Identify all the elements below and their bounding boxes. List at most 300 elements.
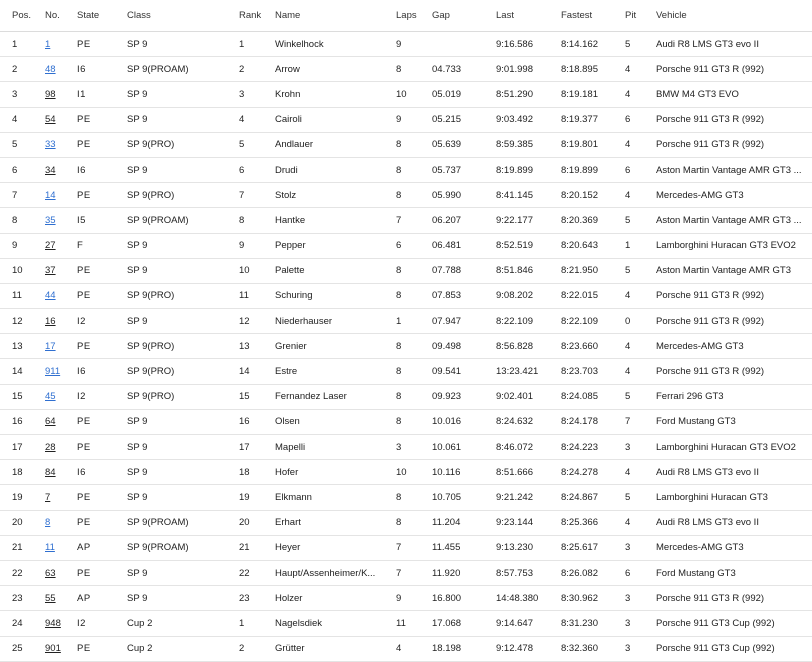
table-row[interactable] <box>0 309 812 334</box>
cell-laps: 8 <box>396 189 402 201</box>
cell-fastest-lap: 8:19.181 <box>561 88 598 100</box>
cell-vehicle <box>656 359 810 383</box>
cell-vehicle <box>656 334 810 358</box>
cell-vehicle <box>656 561 810 585</box>
cell-pos: 11 <box>12 290 22 302</box>
cell-class: SP 9(PRO) <box>127 139 175 151</box>
cell-fastest-lap: 8:31.230 <box>561 617 598 629</box>
cell-gap: 10.016 <box>432 416 462 428</box>
cell-fastest-lap: 8:25.617 <box>561 542 598 554</box>
vehicle-label: Porsche 911 GT3 R (992) <box>656 139 765 151</box>
table-row[interactable] <box>0 208 812 233</box>
cell-vehicle <box>656 234 810 258</box>
cell-last-lap: 8:57.753 <box>496 567 533 579</box>
cell-pos: 25 <box>12 643 23 655</box>
cell-fastest-lap: 8:20.369 <box>561 214 598 226</box>
table-row[interactable] <box>0 108 812 133</box>
cell-gap: 10.116 <box>432 466 461 478</box>
cell-class: SP 9 <box>127 592 148 604</box>
cell-driver-name: Nagelsdiek <box>275 617 322 629</box>
cell-fastest-lap: 8:26.082 <box>561 567 598 579</box>
vehicle-label: BMW M4 GT3 EVO <box>656 88 739 100</box>
cell-last-lap: 8:41.145 <box>496 189 533 201</box>
cell-state: I6 <box>77 164 86 176</box>
vehicle-label: Porsche 911 GT3 R (992) <box>656 366 765 378</box>
cell-driver-name: Winkelhock <box>275 38 324 50</box>
cell-last-lap: 9:16.586 <box>496 38 533 50</box>
cell-pit: 5 <box>625 265 631 277</box>
cell-driver-name: Hofer <box>275 466 299 478</box>
table-header <box>0 0 812 32</box>
cell-last-lap: 9:22.177 <box>496 214 533 226</box>
cell-vehicle <box>656 259 810 283</box>
cell-last-lap: 8:46.072 <box>496 441 533 453</box>
car-number-link[interactable]: 55 <box>45 592 56 604</box>
cell-pit: 1 <box>625 240 631 252</box>
column-header-state[interactable]: State <box>77 10 100 21</box>
table-row[interactable] <box>0 32 812 57</box>
table-row[interactable] <box>0 259 812 284</box>
cell-pos: 4 <box>12 114 18 126</box>
cell-class: SP 9 <box>127 416 148 428</box>
cell-state: AP <box>77 592 91 604</box>
cell-vehicle <box>656 385 810 409</box>
vehicle-label: Mercedes-AMG GT3 <box>656 189 744 201</box>
cell-vehicle <box>656 108 810 132</box>
cell-gap: 07.788 <box>432 265 462 277</box>
table-row[interactable] <box>0 460 812 485</box>
cell-fastest-lap: 8:22.015 <box>561 290 598 302</box>
cell-pit: 5 <box>625 214 631 226</box>
table-row[interactable] <box>0 536 812 561</box>
cell-state: I2 <box>77 391 86 403</box>
cell-class: SP 9(PRO) <box>127 340 175 352</box>
cell-state: I6 <box>77 366 86 378</box>
vehicle-label: Aston Martin Vantage AMR GT3 <box>656 265 791 277</box>
cell-driver-name: Grütter <box>275 643 305 655</box>
cell-rank: 23 <box>239 592 250 604</box>
column-header-class[interactable]: Class <box>127 10 151 21</box>
cell-pit: 4 <box>625 189 631 201</box>
cell-pos: 2 <box>12 63 18 75</box>
car-number-link[interactable]: 48 <box>45 63 56 75</box>
table-row[interactable] <box>0 133 812 158</box>
cell-pos: 20 <box>12 517 23 529</box>
car-number-link[interactable]: 901 <box>45 643 61 655</box>
cell-vehicle <box>656 32 810 56</box>
car-number-link[interactable]: 98 <box>45 88 56 100</box>
cell-laps: 8 <box>396 164 402 176</box>
cell-pit: 4 <box>625 340 631 352</box>
car-number-link[interactable]: 34 <box>45 164 56 176</box>
cell-fastest-lap: 8:24.085 <box>561 391 598 403</box>
column-header-no[interactable]: No. <box>45 10 60 21</box>
cell-fastest-lap: 8:30.962 <box>561 592 598 604</box>
cell-gap: 11.204 <box>432 517 461 529</box>
table-row[interactable] <box>0 485 812 510</box>
cell-car-number <box>45 208 75 232</box>
cell-car-number <box>45 284 75 308</box>
cell-class: SP 9(PROAM) <box>127 517 189 529</box>
cell-last-lap: 9:08.202 <box>496 290 533 302</box>
cell-rank: 1 <box>239 617 245 629</box>
cell-car-number <box>45 359 75 383</box>
cell-driver-name: Holzer <box>275 592 303 604</box>
cell-driver-name: Mapelli <box>275 441 306 453</box>
cell-last-lap: 8:51.290 <box>496 88 533 100</box>
cell-last-lap: 9:14.647 <box>496 617 533 629</box>
cell-gap: 05.019 <box>432 88 462 100</box>
cell-fastest-lap: 8:32.360 <box>561 643 598 655</box>
column-header-name[interactable]: Name <box>275 10 301 21</box>
car-number-link[interactable]: 11 <box>45 542 55 554</box>
table-row[interactable] <box>0 234 812 259</box>
cell-laps: 8 <box>396 491 402 503</box>
car-number-link[interactable]: 54 <box>45 114 56 126</box>
cell-vehicle <box>656 410 810 434</box>
cell-last-lap: 9:13.230 <box>496 542 533 554</box>
cell-state: PE <box>77 139 91 151</box>
vehicle-label: Porsche 911 GT3 R (992) <box>656 63 765 75</box>
cell-vehicle <box>656 284 810 308</box>
cell-car-number <box>45 234 75 258</box>
cell-last-lap: 14:48.380 <box>496 592 539 604</box>
cell-rank: 18 <box>239 466 250 478</box>
cell-laps: 8 <box>396 290 402 302</box>
cell-vehicle <box>656 511 810 535</box>
cell-state: PE <box>77 441 91 453</box>
cell-pit: 3 <box>625 592 631 604</box>
cell-state: PE <box>77 189 91 201</box>
cell-last-lap: 13:23.421 <box>496 366 539 378</box>
cell-pos: 21 <box>12 542 23 554</box>
table-row[interactable] <box>0 561 812 586</box>
cell-driver-name: Andlauer <box>275 139 314 151</box>
cell-pos: 10 <box>12 265 23 277</box>
cell-pit: 5 <box>625 38 631 50</box>
cell-gap: 05.639 <box>432 139 462 151</box>
cell-state: PE <box>77 643 91 655</box>
cell-state: I6 <box>77 63 86 75</box>
cell-car-number <box>45 158 75 182</box>
cell-laps: 8 <box>396 340 402 352</box>
vehicle-label: Mercedes-AMG GT3 <box>656 542 744 554</box>
cell-pit: 4 <box>625 139 631 151</box>
cell-last-lap: 8:52.519 <box>496 240 533 252</box>
table-row[interactable] <box>0 511 812 536</box>
cell-car-number <box>45 108 75 132</box>
cell-last-lap: 9:01.998 <box>496 63 533 75</box>
cell-car-number <box>45 511 75 535</box>
cell-pos: 6 <box>12 164 18 176</box>
cell-car-number <box>45 385 75 409</box>
column-header-pos[interactable]: Pos. <box>12 10 32 21</box>
cell-pit: 4 <box>625 63 631 75</box>
cell-fastest-lap: 8:19.801 <box>561 139 598 151</box>
cell-pit: 3 <box>625 542 631 554</box>
car-number-link[interactable]: 911 <box>45 366 61 378</box>
cell-fastest-lap: 8:19.377 <box>561 114 598 126</box>
car-number-link[interactable]: 8 <box>45 517 51 529</box>
cell-vehicle <box>656 309 810 333</box>
cell-rank: 6 <box>239 164 245 176</box>
cell-gap: 09.541 <box>432 366 462 378</box>
cell-vehicle <box>656 158 810 182</box>
column-header-gap[interactable]: Gap <box>432 10 450 21</box>
cell-rank: 15 <box>239 391 250 403</box>
cell-gap: 05.215 <box>432 114 462 126</box>
cell-last-lap: 8:51.666 <box>496 466 533 478</box>
cell-pos: 18 <box>12 466 23 478</box>
cell-last-lap: 8:19.899 <box>496 164 533 176</box>
cell-state: PE <box>77 114 91 126</box>
cell-rank: 2 <box>239 643 245 655</box>
cell-class: SP 9 <box>127 38 148 50</box>
cell-car-number <box>45 57 75 81</box>
column-header-laps[interactable]: Laps <box>396 10 417 21</box>
car-number-link[interactable]: 63 <box>45 567 56 579</box>
vehicle-label: Lamborghini Huracan GT3 EVO2 <box>656 240 796 252</box>
cell-last-lap: 8:24.632 <box>496 416 533 428</box>
table-row[interactable] <box>0 57 812 82</box>
cell-driver-name: Elkmann <box>275 491 312 503</box>
car-number-link[interactable]: 28 <box>45 441 56 453</box>
cell-rank: 13 <box>239 340 250 352</box>
cell-pos: 16 <box>12 416 23 428</box>
car-number-link[interactable]: 948 <box>45 617 61 629</box>
car-number-link[interactable]: 14 <box>45 189 56 201</box>
table-row[interactable] <box>0 385 812 410</box>
car-number-link[interactable]: 64 <box>45 416 56 428</box>
cell-pos: 5 <box>12 139 18 151</box>
cell-pit: 6 <box>625 164 631 176</box>
cell-rank: 16 <box>239 416 250 428</box>
cell-class: SP 9 <box>127 466 148 478</box>
cell-driver-name: Olsen <box>275 416 300 428</box>
car-number-link[interactable]: 16 <box>45 315 56 327</box>
cell-pos: 3 <box>12 88 18 100</box>
cell-class: SP 9(PROAM) <box>127 214 189 226</box>
car-number-link[interactable]: 33 <box>45 139 56 151</box>
cell-last-lap: 8:56.828 <box>496 340 533 352</box>
cell-car-number <box>45 259 75 283</box>
cell-rank: 2 <box>239 63 245 75</box>
cell-state: I6 <box>77 466 86 478</box>
vehicle-label: Porsche 911 GT3 Cup (992) <box>656 617 775 629</box>
vehicle-label: Porsche 911 GT3 Cup (992) <box>656 643 775 655</box>
cell-pit: 4 <box>625 517 631 529</box>
vehicle-label: Porsche 911 GT3 R (992) <box>656 315 765 327</box>
cell-state: I2 <box>77 617 86 629</box>
table-row[interactable] <box>0 359 812 384</box>
cell-driver-name: Grenier <box>275 340 307 352</box>
car-number-link[interactable]: 45 <box>45 391 56 403</box>
cell-rank: 11 <box>239 290 249 302</box>
table-row[interactable] <box>0 611 812 636</box>
table-row[interactable] <box>0 586 812 611</box>
cell-pit: 6 <box>625 567 631 579</box>
cell-laps: 7 <box>396 542 402 554</box>
cell-car-number <box>45 485 75 509</box>
cell-vehicle <box>656 82 810 106</box>
cell-car-number <box>45 561 75 585</box>
cell-fastest-lap: 8:24.178 <box>561 416 598 428</box>
cell-rank: 17 <box>239 441 250 453</box>
cell-laps: 9 <box>396 38 402 50</box>
cell-class: SP 9(PROAM) <box>127 63 189 75</box>
cell-gap: 05.990 <box>432 189 462 201</box>
cell-car-number <box>45 460 75 484</box>
cell-car-number <box>45 536 75 560</box>
cell-car-number <box>45 435 75 459</box>
column-header-rank[interactable]: Rank <box>239 10 262 21</box>
cell-state: I5 <box>77 214 86 226</box>
cell-last-lap: 9:23.144 <box>496 517 533 529</box>
cell-car-number <box>45 586 75 610</box>
cell-pos: 8 <box>12 214 18 226</box>
cell-driver-name: Heyer <box>275 542 301 554</box>
cell-pit: 5 <box>625 391 631 403</box>
column-header-last[interactable]: Last <box>496 10 514 21</box>
cell-laps: 8 <box>396 265 402 277</box>
cell-driver-name: Arrow <box>275 63 300 75</box>
table-row[interactable] <box>0 637 812 662</box>
cell-fastest-lap: 8:24.278 <box>561 466 598 478</box>
table-row[interactable] <box>0 82 812 107</box>
cell-vehicle <box>656 536 810 560</box>
cell-pos: 19 <box>12 491 23 503</box>
cell-laps: 7 <box>396 214 402 226</box>
vehicle-label: Mercedes-AMG GT3 <box>656 340 744 352</box>
vehicle-label: Lamborghini Huracan GT3 EVO2 <box>656 441 796 453</box>
cell-gap: 06.207 <box>432 214 462 226</box>
cell-laps: 3 <box>396 441 402 453</box>
car-number-link[interactable]: 1 <box>45 38 51 50</box>
cell-pos: 15 <box>12 391 23 403</box>
cell-rank: 22 <box>239 567 250 579</box>
cell-gap: 09.498 <box>432 340 462 352</box>
cell-driver-name: Fernandez Laser <box>275 391 347 403</box>
car-number-link[interactable]: 84 <box>45 466 56 478</box>
cell-laps: 1 <box>396 315 402 327</box>
cell-vehicle <box>656 208 810 232</box>
cell-last-lap: 9:21.242 <box>496 491 533 503</box>
vehicle-label: Audi R8 LMS GT3 evo II <box>656 517 759 529</box>
vehicle-label: Aston Martin Vantage AMR GT3 ... <box>656 164 802 176</box>
cell-laps: 8 <box>396 391 402 403</box>
cell-gap: 16.800 <box>432 592 462 604</box>
cell-pit: 4 <box>625 466 631 478</box>
cell-class: SP 9(PRO) <box>127 391 175 403</box>
cell-driver-name: Pepper <box>275 240 306 252</box>
cell-car-number <box>45 183 75 207</box>
cell-laps: 9 <box>396 592 402 604</box>
cell-rank: 19 <box>239 491 250 503</box>
cell-rank: 12 <box>239 315 250 327</box>
cell-class: Cup 2 <box>127 617 153 629</box>
cell-vehicle <box>656 133 810 157</box>
cell-rank: 10 <box>239 265 250 277</box>
vehicle-label: Porsche 911 GT3 R (992) <box>656 114 765 126</box>
cell-pos: 17 <box>12 441 23 453</box>
cell-pit: 6 <box>625 114 631 126</box>
cell-pit: 5 <box>625 491 631 503</box>
cell-laps: 8 <box>396 366 402 378</box>
cell-driver-name: Niederhauser <box>275 315 333 327</box>
table-row[interactable] <box>0 410 812 435</box>
cell-driver-name: Drudi <box>275 164 298 176</box>
cell-gap: 07.947 <box>432 315 462 327</box>
cell-pos: 1 <box>12 38 18 50</box>
cell-fastest-lap: 8:18.895 <box>561 63 598 75</box>
car-number-link[interactable]: 44 <box>45 290 56 302</box>
car-number-link[interactable]: 35 <box>45 214 56 226</box>
vehicle-label: Ferrari 296 GT3 <box>656 391 724 403</box>
cell-car-number <box>45 82 75 106</box>
cell-fastest-lap: 8:14.162 <box>561 38 598 50</box>
cell-rank: 21 <box>239 542 250 554</box>
table-row[interactable] <box>0 284 812 309</box>
cell-pit: 4 <box>625 366 631 378</box>
cell-state: I2 <box>77 315 86 327</box>
cell-laps: 8 <box>396 517 402 529</box>
cell-driver-name: Haupt/Assenheimer/K... <box>275 567 376 579</box>
car-number-link[interactable]: 17 <box>45 340 56 352</box>
cell-class: SP 9(PRO) <box>127 189 175 201</box>
cell-class: SP 9 <box>127 240 148 252</box>
vehicle-label: Aston Martin Vantage AMR GT3 ... <box>656 214 802 226</box>
cell-car-number <box>45 133 75 157</box>
column-header-pit[interactable]: Pit <box>625 10 637 21</box>
cell-driver-name: Krohn <box>275 88 301 100</box>
cell-last-lap: 9:12.478 <box>496 643 533 655</box>
column-header-fastest[interactable]: Fastest <box>561 10 593 21</box>
cell-pit: 3 <box>625 643 631 655</box>
table-row[interactable] <box>0 158 812 183</box>
cell-pos: 9 <box>12 240 18 252</box>
car-number-link[interactable]: 7 <box>45 491 51 503</box>
cell-laps: 4 <box>396 643 402 655</box>
car-number-link[interactable]: 27 <box>45 240 56 252</box>
cell-gap: 11.920 <box>432 567 461 579</box>
cell-class: SP 9(PROAM) <box>127 542 189 554</box>
car-number-link[interactable]: 37 <box>45 265 56 277</box>
table-row[interactable] <box>0 183 812 208</box>
cell-class: SP 9(PRO) <box>127 290 175 302</box>
cell-rank: 8 <box>239 214 245 226</box>
cell-rank: 5 <box>239 139 245 151</box>
cell-car-number <box>45 309 75 333</box>
cell-class: SP 9 <box>127 114 148 126</box>
cell-fastest-lap: 8:20.643 <box>561 240 598 252</box>
column-header-vehicle[interactable]: Vehicle <box>656 10 687 21</box>
cell-pit: 4 <box>625 88 631 100</box>
cell-vehicle <box>656 485 810 509</box>
table-row[interactable] <box>0 435 812 460</box>
cell-pos: 24 <box>12 617 23 629</box>
cell-fastest-lap: 8:23.703 <box>561 366 598 378</box>
cell-gap: 11.455 <box>432 542 461 554</box>
cell-driver-name: Cairoli <box>275 114 302 126</box>
cell-last-lap: 8:59.385 <box>496 139 533 151</box>
cell-driver-name: Hantke <box>275 214 306 226</box>
table-row[interactable] <box>0 334 812 359</box>
cell-driver-name: Estre <box>275 366 298 378</box>
cell-laps: 9 <box>396 114 402 126</box>
cell-laps: 10 <box>396 88 407 100</box>
vehicle-label: Audi R8 LMS GT3 evo II <box>656 466 759 478</box>
cell-gap <box>432 32 492 56</box>
